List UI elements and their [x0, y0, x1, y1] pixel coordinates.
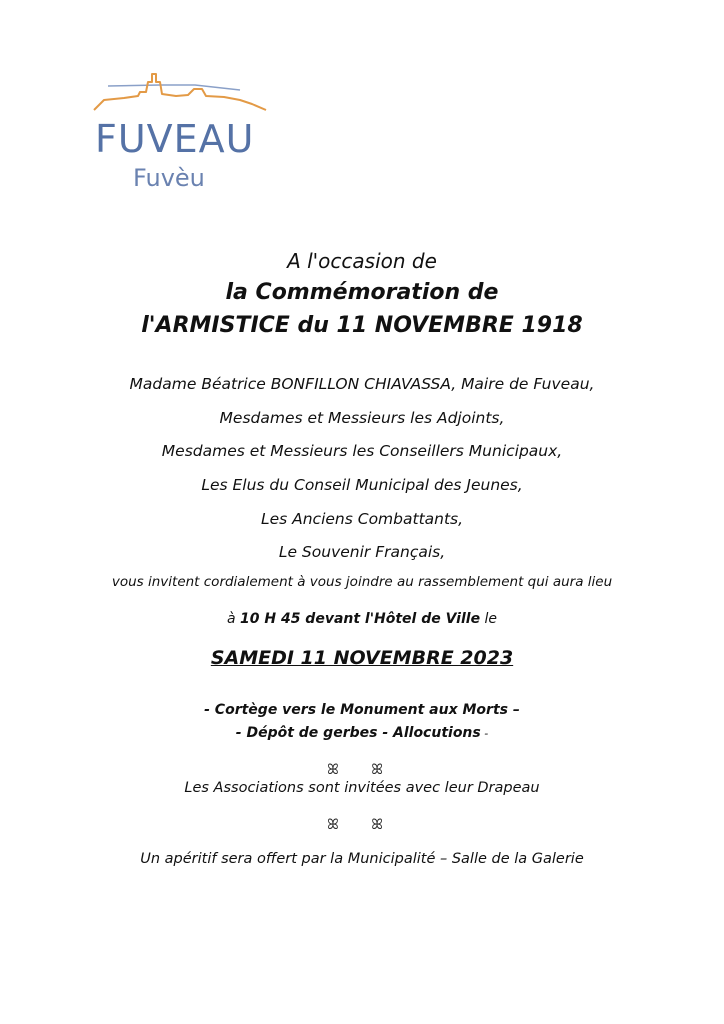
aperitif-note: Un apéritif sera offert par la Municipalité – Salle de la Galerie — [140, 851, 584, 867]
invitation-text: vous invitent cordialement à vous joindre au rassemblement qui aura lieu — [111, 574, 613, 590]
programme-gerbes-text: - Dépôt de gerbes - Allocutions — [235, 725, 481, 741]
fuveau-logo — [90, 70, 270, 200]
heading-intro: A l'occasion de — [287, 249, 437, 273]
ornament-icon: ꕤ ꕤ — [327, 762, 397, 778]
heading-commemoration: la Commémoration de — [225, 280, 499, 305]
logo-subname: Fuvèu — [133, 164, 205, 192]
heading-armistice: l'ARMISTICE du 11 NOVEMBRE 1918 — [141, 313, 583, 338]
associations-note: Les Associations sont invitées avec leur Drapeau — [184, 780, 540, 796]
place-time-location: 10 H 45 devant l'Hôtel de Ville — [240, 611, 481, 627]
host-adjoints: Mesdames et Messieurs les Adjoints, — [219, 409, 505, 427]
programme-cortege: - Cortège vers le Monument aux Morts – — [204, 702, 520, 718]
logo-name: FUVEAU — [95, 117, 255, 161]
place-suffix: le — [484, 611, 498, 627]
host-elus-jeunes: Les Elus du Conseil Municipal des Jeunes, — [201, 476, 523, 494]
ornament-icon: ꕤ ꕤ — [327, 817, 397, 833]
programme-gerbes — [0, 725, 724, 741]
host-anciens-combattants: Les Anciens Combattants, — [260, 510, 464, 528]
host-mayor: Madame Béatrice BONFILLON CHIAVASSA, Maire de Fuveau, — [129, 375, 595, 393]
place-prefix: à — [226, 611, 236, 627]
village-skyline-icon — [90, 70, 268, 112]
host-souvenir-francais: Le Souvenir Français, — [278, 543, 446, 561]
event-date: SAMEDI 11 NOVEMBRE 2023 — [210, 647, 514, 669]
event-place — [0, 611, 724, 627]
programme-gerbes-tail: - — [480, 727, 489, 740]
host-conseillers: Mesdames et Messieurs les Conseillers Municipaux, — [161, 442, 563, 460]
